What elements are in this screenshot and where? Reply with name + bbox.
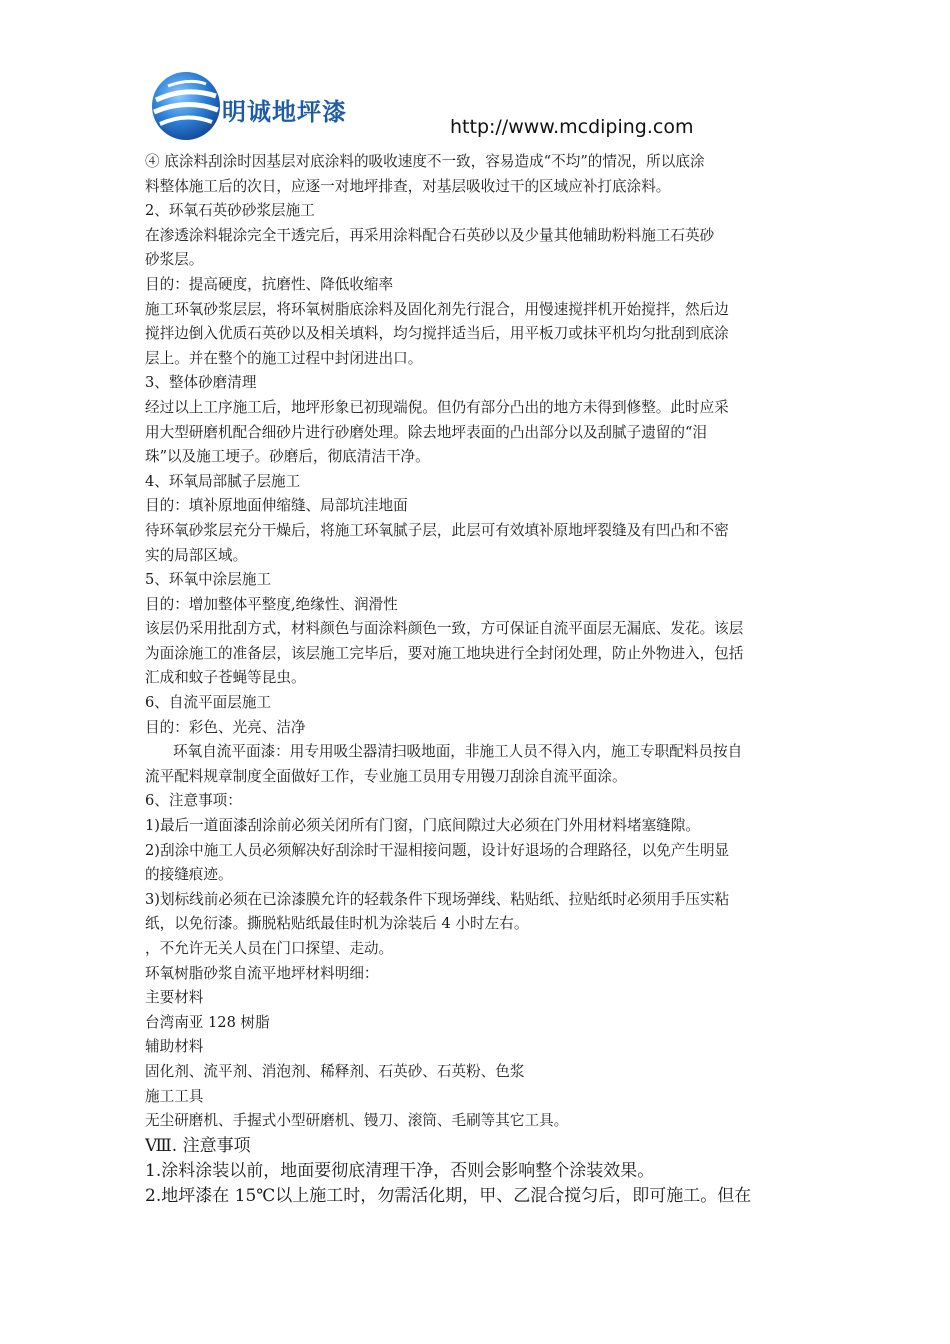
text-line: 待环氧砂浆层充分干燥后，将施工环氧腻子层，此层可有效填补原地坪裂缝及有凹凸和不密 bbox=[145, 521, 729, 539]
text-line: 环氧自流平面漆：用专用吸尘器清扫吸地面，非施工人员不得入内，施工专职配料员按自 bbox=[173, 743, 743, 761]
text-line: 施工工具 bbox=[145, 1087, 204, 1105]
text-line: 搅拌边倒入优质石英砂以及相关填料，均匀搅拌适当后，用平板刀或抹平机均匀批刮到底涂 bbox=[145, 325, 729, 343]
text-line: 2.地坪漆在 15℃以上施工时，勿需活化期，甲、乙混合搅匀后，即可施工。但在 bbox=[145, 1185, 752, 1206]
text-line: 台湾南亚 128 树脂 bbox=[145, 1013, 270, 1031]
text-line: 实的局部区域。 bbox=[145, 546, 248, 564]
text-line: 目的：增加整体平整度,绝缘性、润滑性 bbox=[145, 595, 398, 613]
page-header bbox=[0, 0, 950, 150]
text-line: 4、环氧局部腻子层施工 bbox=[145, 472, 301, 490]
website-url: http://www.mcdiping.com bbox=[450, 116, 694, 138]
text-line: ，不允许无关人员在门口探望、走动。 bbox=[145, 940, 394, 957]
text-line: 6、注意事项： bbox=[145, 792, 242, 810]
text-line: 该层仍采用批刮方式，材料颜色与面涂料颜色一致，方可保证自流平面层无漏底、发花。该层 bbox=[145, 620, 744, 638]
text-line: 3)划标线前必须在已涂漆膜允许的轻载条件下现场弹线、粘贴纸、拉贴纸时必须用手压实粘 bbox=[145, 890, 730, 908]
text-line: 层上。并在整个的施工过程中封闭进出口。 bbox=[145, 349, 423, 367]
text-line: 目的：彩色、光亮、洁净 bbox=[145, 718, 306, 736]
text-line: 经过以上工序施工后，地坪形象已初现端倪。但仍有部分凸出的地方未得到修整。此时应采 bbox=[145, 398, 729, 416]
logo-globe-icon bbox=[146, 66, 226, 146]
text-line: 6、自流平面层施工 bbox=[145, 694, 272, 712]
text-line: 为面涂施工的准备层，该层施工完毕后，要对施工地块进行全封闭处理，防止外物进入，包括 bbox=[145, 644, 744, 662]
text-line: 珠”以及施工埂子。砂磨后，彻底清洁干净。 bbox=[145, 448, 430, 466]
text-line: 目的：填补原地面伸缩缝、局部坑洼地面 bbox=[145, 497, 408, 515]
text-line: 的接缝痕迹。 bbox=[145, 866, 233, 884]
text-line: ④ 底涂料刮涂时因基层对底涂料的吸收速度不一致，容易造成“不均”的情况，所以底涂 bbox=[145, 153, 705, 170]
text-line: 砂浆层。 bbox=[145, 251, 204, 269]
text-line: 施工环氧砂浆层层，将环氧树脂底涂料及固化剂先行混合，用慢速搅拌机开始搅拌，然后边 bbox=[145, 300, 729, 318]
text-line: 固化剂、流平剂、消泡剂、稀释剂、石英砂、石英粉、色浆 bbox=[145, 1062, 525, 1080]
document-body bbox=[145, 150, 815, 1209]
text-line: 环氧树脂砂浆自流平地坪材料明细： bbox=[145, 964, 379, 982]
text-line: 2、环氧石英砂砂浆层施工 bbox=[145, 202, 315, 220]
text-line: 主要材料 bbox=[145, 989, 204, 1007]
text-line: 1.涂料涂装以前，地面要彻底清理干净，否则会影响整个涂装效果。 bbox=[145, 1160, 655, 1181]
text-line: 2)刮涂中施工人员必须解决好刮涂时干湿相接问题，设计好退场的合理路径，以免产生明显 bbox=[145, 841, 730, 859]
text-line: Ⅷ. 注意事项 bbox=[145, 1135, 251, 1156]
text-line: 1)最后一道面漆刮涂前必须关闭所有门窗，门底间隙过大必须在门外用材料堵塞缝隙。 bbox=[145, 817, 700, 835]
text-line: 纸，以免衍漆。撕脱粘贴纸最佳时机为涂装后 4 小时左右。 bbox=[145, 915, 529, 933]
text-line: 5、环氧中涂层施工 bbox=[145, 571, 272, 589]
text-line: 料整体施工后的次日，应逐一对地坪排查，对基层吸收过干的区域应补打底涂料。 bbox=[145, 177, 671, 195]
text-line: 用大型研磨机配合细砂片进行砂磨处理。除去地坪表面的凸出部分以及刮腻子遗留的“泪 bbox=[145, 423, 708, 441]
text-line: 在渗透涂料辊涂完全干透完后，再采用涂料配合石英砂以及少量其他辅助粉料施工石英砂 bbox=[145, 226, 715, 244]
brand-name: 明诚地坪漆 bbox=[222, 98, 347, 126]
text-line: 汇成和蚊子苍蝇等昆虫。 bbox=[145, 669, 306, 687]
text-line: 辅助材料 bbox=[145, 1038, 204, 1056]
text-line: 无尘研磨机、手握式小型研磨机、镘刀、滚筒、毛刷等其它工具。 bbox=[145, 1112, 569, 1130]
text-line: 3、整体砂磨清理 bbox=[145, 374, 257, 392]
text-line: 流平配料规章制度全面做好工作，专业施工员用专用镘刀刮涂自流平面涂。 bbox=[145, 767, 627, 785]
text-line: 目的：提高硬度，抗磨性、降低收缩率 bbox=[145, 275, 394, 293]
